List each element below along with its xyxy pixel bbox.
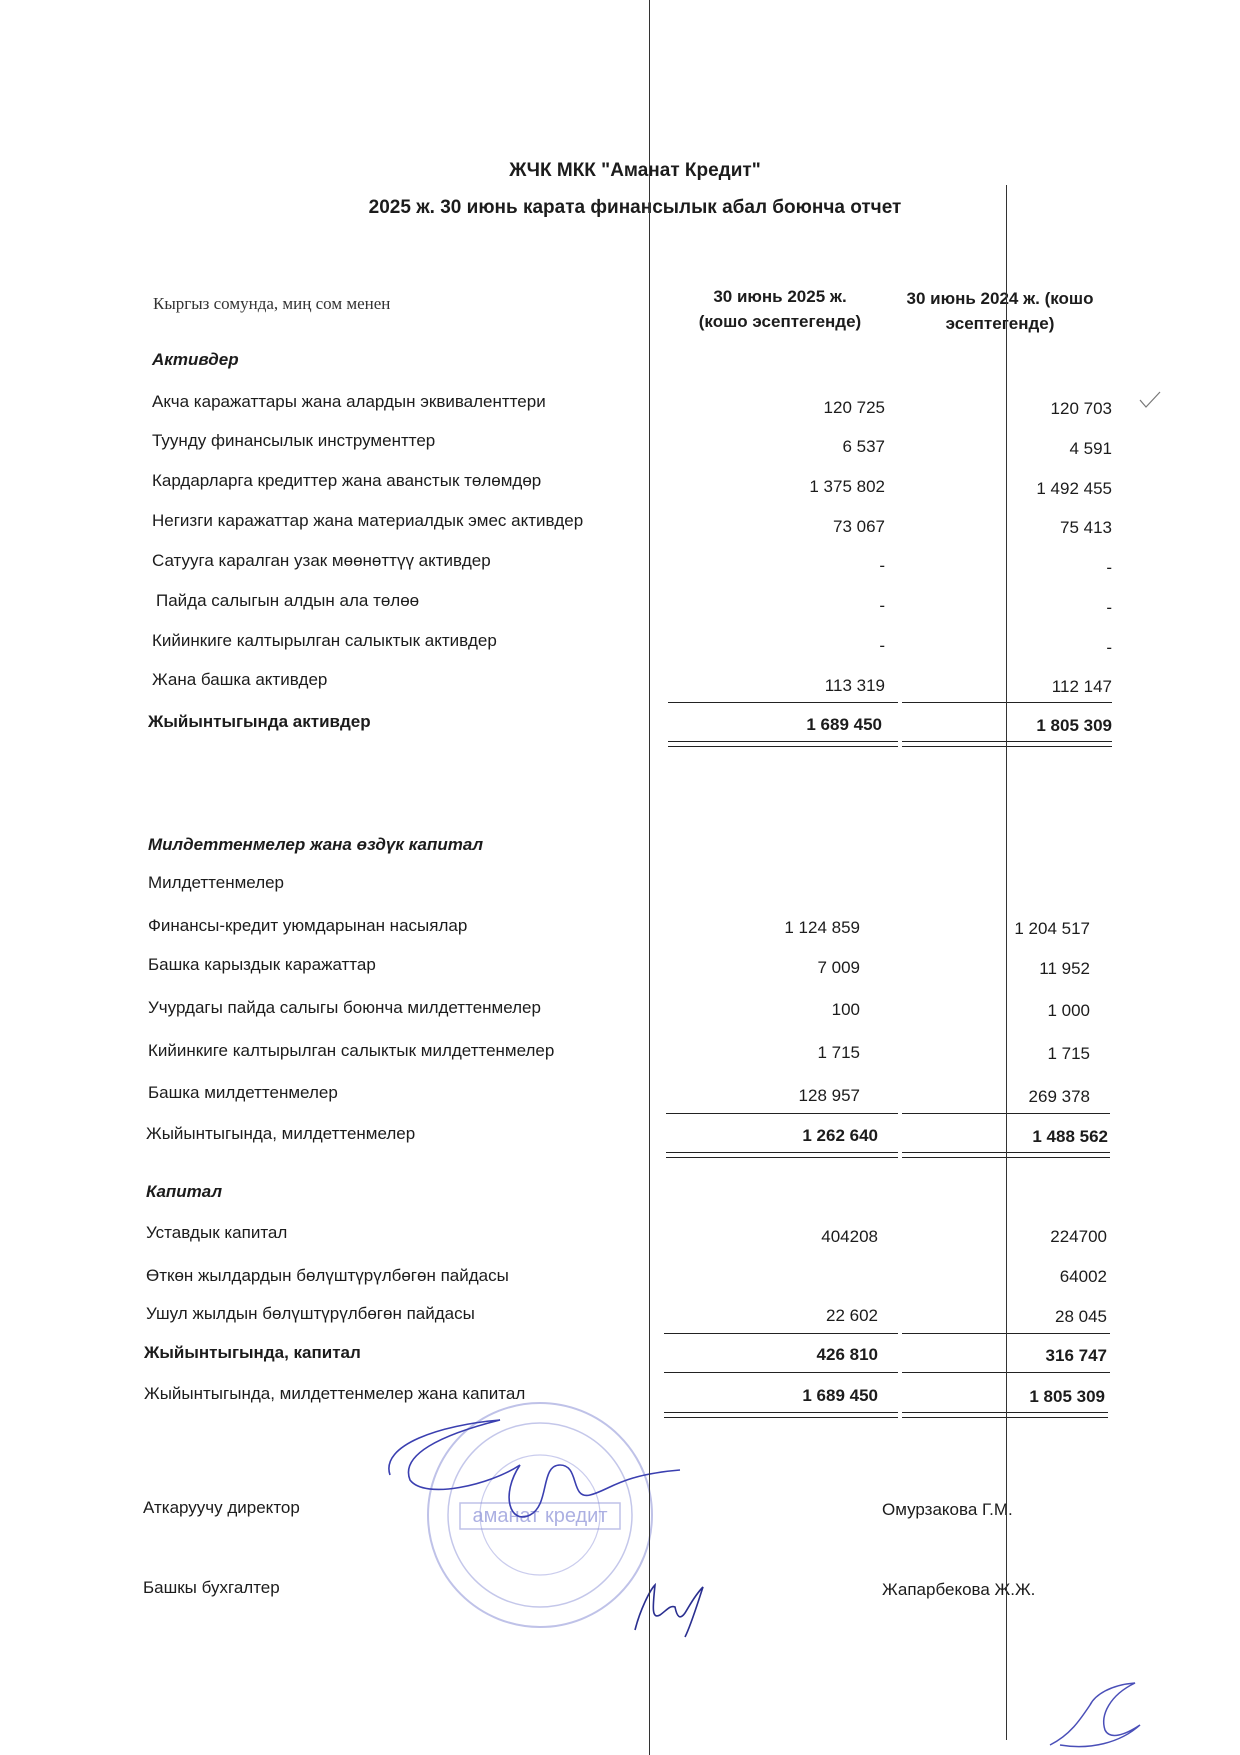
row-value-2025: - xyxy=(879,556,885,575)
total-double-rule xyxy=(902,746,1112,747)
column-header-2024-line1: 30 июнь 2024 ж. (кошо xyxy=(906,289,1094,308)
row-value-2025: 7 009 xyxy=(817,958,860,977)
row-value-2025: 1 375 802 xyxy=(809,477,885,496)
assets-total-label: Жыйынтыгында активдер xyxy=(148,712,371,731)
row-label: Кийинкиге калтырылган салыктык активдер xyxy=(152,631,497,650)
total-double-rule xyxy=(902,1417,1108,1418)
row-value-2025: 22 602 xyxy=(826,1306,878,1325)
liabilities-total-2025: 1 262 640 xyxy=(802,1126,878,1145)
capital-total-2025: 426 810 xyxy=(816,1345,878,1364)
section-liabilities-heading: Милдеттенмелер жана өздүк капитал xyxy=(148,835,484,854)
row-label: Өткөн жылдардын бөлүштүрүлбөгөн пайдасы xyxy=(146,1266,509,1285)
row-value-2025: 113 319 xyxy=(824,676,885,695)
row-value-2025: 100 xyxy=(831,1000,860,1019)
row-value-2024: - xyxy=(1106,558,1112,577)
subtotal-rule xyxy=(902,702,1112,703)
row-label: Башка карыздык каражаттар xyxy=(148,955,376,974)
row-value-2024: 224700 xyxy=(1050,1227,1107,1246)
row-label: Башка милдеттенмелер xyxy=(148,1083,338,1102)
total-double-rule xyxy=(666,1157,898,1158)
row-value-2024: 120 703 xyxy=(1050,399,1112,418)
row-value-2025: 128 957 xyxy=(798,1086,860,1105)
checkmark-icon xyxy=(1138,390,1162,410)
column-header-2025-line1: 30 июнь 2025 ж. xyxy=(713,287,847,306)
row-label: Финансы-кредит уюмдарынан насыялар xyxy=(148,916,468,935)
capital-total-label: Жыйынтыгында, капитал xyxy=(144,1343,361,1362)
subtotal-rule xyxy=(664,1372,898,1373)
grand-total-2024: 1 805 309 xyxy=(1029,1387,1105,1406)
scan-artifact-line xyxy=(649,0,650,1755)
director-title: Аткаруучу директор xyxy=(143,1498,300,1517)
row-value-2024: - xyxy=(1106,598,1112,617)
row-label: Кардарларга кредиттер жана аванстык төлөмдөр xyxy=(152,471,542,490)
row-value-2025: 73 067 xyxy=(833,517,885,536)
row-label: Уставдык капитал xyxy=(146,1223,288,1242)
row-value-2025: 1 124 859 xyxy=(784,918,860,937)
subtotal-rule xyxy=(666,1113,898,1114)
section-capital-heading: Капитал xyxy=(146,1182,223,1201)
liabilities-total-label: Жыйынтыгында, милдеттенмелер xyxy=(146,1124,416,1143)
initials-mark-icon xyxy=(1040,1675,1160,1755)
row-label: Жана башка активдер xyxy=(152,670,328,689)
report-title: 2025 ж. 30 июнь карата финансылык абал боюнча отчет xyxy=(368,197,902,218)
row-value-2024: 1 715 xyxy=(1047,1044,1090,1063)
total-double-rule xyxy=(666,1152,898,1153)
column-header-2024 xyxy=(880,286,1120,336)
row-value-2025: - xyxy=(879,636,885,655)
row-value-2024: 1 492 455 xyxy=(1036,479,1112,498)
total-double-rule xyxy=(902,741,1112,742)
row-value-2024: 64002 xyxy=(1059,1267,1107,1286)
section-assets-heading: Активдер xyxy=(152,350,239,369)
row-label: Учурдагы пайда салыгы боюнча милдеттенмелер xyxy=(148,998,541,1017)
row-value-2024: 28 045 xyxy=(1055,1307,1107,1326)
row-value-2024: - xyxy=(1106,638,1112,657)
row-value-2025: 120 725 xyxy=(823,398,885,417)
row-value-2024: 1 000 xyxy=(1047,1001,1090,1020)
row-value-2024: 1 204 517 xyxy=(1014,919,1090,938)
row-value-2025: 6 537 xyxy=(842,437,885,456)
accountant-name: Жапарбекова Ж.Ж. xyxy=(882,1580,1036,1599)
company-name: ЖЧК МКК "Аманат Кредит" xyxy=(509,160,761,181)
grand-total-label: Жыйынтыгында, милдеттенмелер жана капитал xyxy=(144,1384,526,1403)
row-value-2024: 75 413 xyxy=(1060,518,1112,537)
director-name: Омурзакова Г.М. xyxy=(882,1500,1013,1519)
column-header-2024-line2: эсептегенде) xyxy=(945,314,1055,333)
total-double-rule xyxy=(668,746,898,747)
row-value-2024: 4 591 xyxy=(1069,439,1112,458)
row-value-2025: - xyxy=(879,596,885,615)
total-double-rule xyxy=(668,741,898,742)
assets-total-2024: 1 805 309 xyxy=(1036,716,1112,735)
accountant-signature-icon xyxy=(625,1575,715,1645)
liabilities-subheading: Милдеттенмелер xyxy=(148,873,285,892)
liabilities-total-2024: 1 488 562 xyxy=(1032,1127,1108,1146)
row-label: Сатууга каралган узак мөөнөттүү активдер xyxy=(152,551,491,570)
scan-artifact-line xyxy=(1006,185,1007,1740)
assets-total-2025: 1 689 450 xyxy=(806,715,882,734)
row-label: Негизги каражаттар жана материалдык эмес активдер xyxy=(152,511,584,530)
row-label: Ушул жылдын бөлүштүрүлбөгөн пайдасы xyxy=(146,1304,475,1323)
row-label: Туунду финансылык инструменттер xyxy=(152,431,436,450)
row-value-2025: 1 715 xyxy=(817,1043,860,1062)
subtotal-rule xyxy=(664,1333,898,1334)
accountant-title: Башкы бухгалтер xyxy=(143,1578,280,1597)
column-header-2025-line2: (кошо эсептегенде) xyxy=(698,312,862,331)
capital-total-2024: 316 747 xyxy=(1045,1346,1107,1365)
column-header-2025 xyxy=(660,284,900,334)
row-value-2024: 269 378 xyxy=(1028,1087,1090,1106)
row-value-2024: 112 147 xyxy=(1051,677,1112,696)
row-value-2024: 11 952 xyxy=(1039,959,1090,978)
row-label: Акча каражаттары жана алардын эквиваленттери xyxy=(152,392,546,411)
subtotal-rule xyxy=(668,702,898,703)
row-label: Кийинкиге калтырылган салыктык милдеттенмелер xyxy=(148,1041,555,1060)
unit-note: Кыргыз сомунда, миң сом менен xyxy=(153,294,391,313)
stamp-text: аманат кредит xyxy=(472,1505,608,1527)
row-label: Пайда салыгын алдын ала төлөө xyxy=(156,591,420,610)
total-double-rule xyxy=(902,1412,1108,1413)
director-signature-icon xyxy=(380,1405,700,1545)
grand-total-2025: 1 689 450 xyxy=(802,1386,878,1405)
row-value-2025: 404208 xyxy=(821,1227,878,1246)
